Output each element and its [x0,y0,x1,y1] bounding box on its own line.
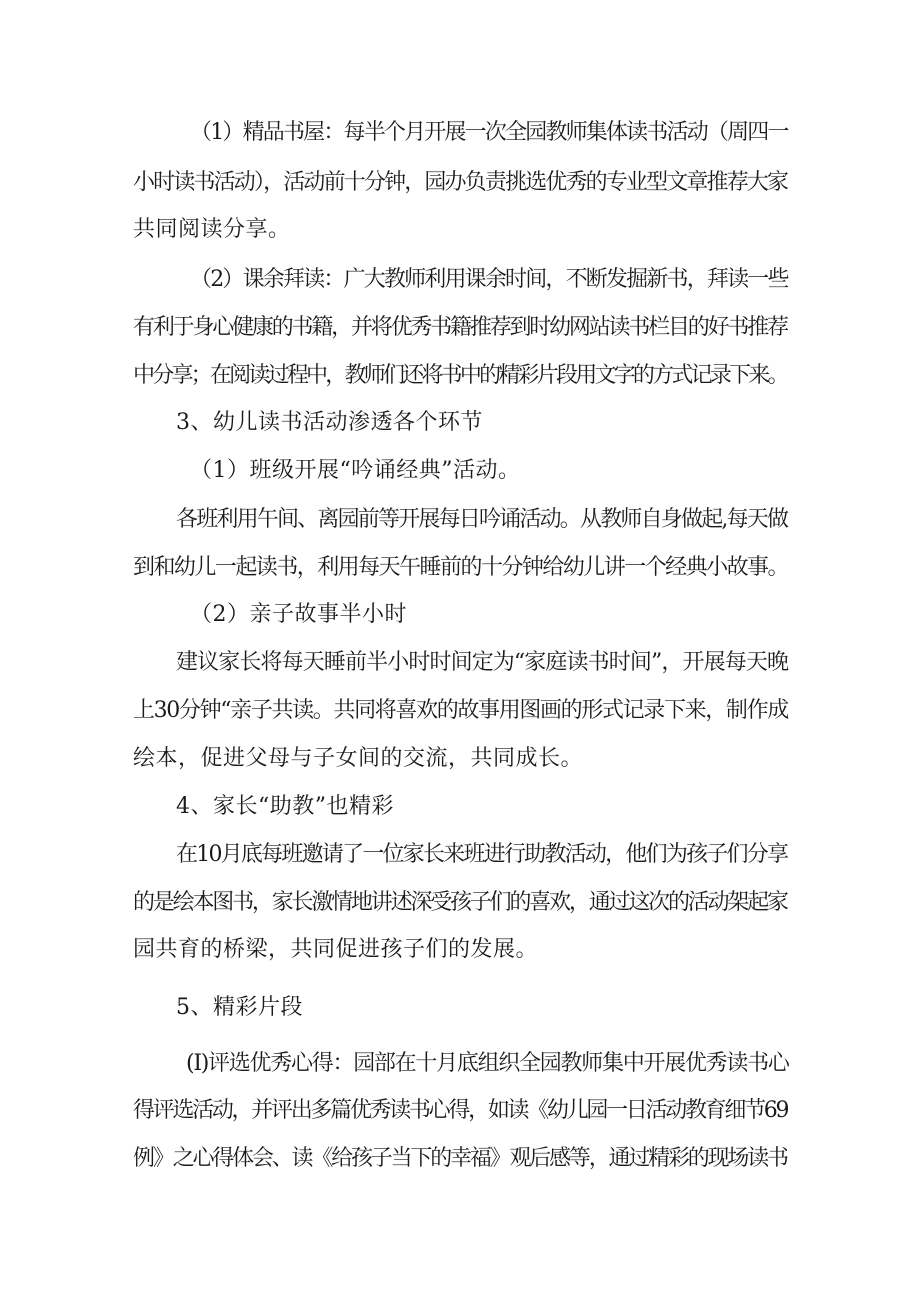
text-line: 小时读书活动），活动前十分钟，园办负责挑选优秀的专业型文章推荐大家 [133,170,788,195]
section-heading: 4、家长“助教”也精彩 [176,794,394,819]
text-line: （1）精品书屋：每半个月开展一次全园教师集体读书活动（周四一 [190,120,788,145]
text-line: 在10月底每班邀请了一位家长来班进行助教活动，他们为孩子们分享 [176,842,788,867]
text-line: 的是绘本图书，家长激情地讲述深受孩子们的喜欢，通过这次的活动架起家 [133,890,787,915]
text-line: 得评选活动，并评出多篇优秀读书心得，如读《幼儿园一日活动教育细节69 [133,1098,788,1123]
text-line: 共同阅读分享。 [133,217,291,242]
text-line: 各班利用午间、离园前等开展每日吟诵活动。从教师自身做起,每天做 [176,507,788,532]
text-line: 到和幼儿一起读书，利用每天午睡前的十分钟给幼儿讲一个经典小故事。 [133,555,788,580]
section-heading: 5、精彩片段 [176,995,303,1020]
text-line: 绘本，促进父母与子女间的交流，共同成长。 [133,746,584,771]
text-line: 中分享；在阅读过程中，教师们还将书中的精彩片段用文字的方式记录下来。 [133,363,787,388]
text-line: 上30分钟“亲子共读。共同将喜欢的故事用图画的形式记录下来，制作成 [133,698,788,723]
text-line: （2）课余拜读：广大教师利用课余时间，不断发掘新书，拜读一些 [190,267,788,292]
text-line: 例》之心得体会、读《给孩子当下的幸福》观后感等，通过精彩的现场读书 [133,1146,787,1171]
subsection-heading: （2）亲子故事半小时 [190,602,407,627]
text-line: 有利于身心健康的书籍，并将优秀书籍推荐到时幼网站读书栏目的好书推荐 [133,315,787,340]
text-line: 建议家长将每天睡前半小时时间定为“家庭读书时间”，开展每天晚 [176,650,789,675]
section-heading: 3、幼儿读书活动渗透各个环节 [176,410,483,435]
subsection-heading: （1）班级开展“吟诵经典”活动。 [190,458,521,483]
text-line: (I)评选优秀心得：园部在十月底组织全园教师集中开展优秀读书心 [186,1051,789,1076]
text-line: 园共育的桥梁，共同促进孩子们的发展。 [133,937,539,962]
